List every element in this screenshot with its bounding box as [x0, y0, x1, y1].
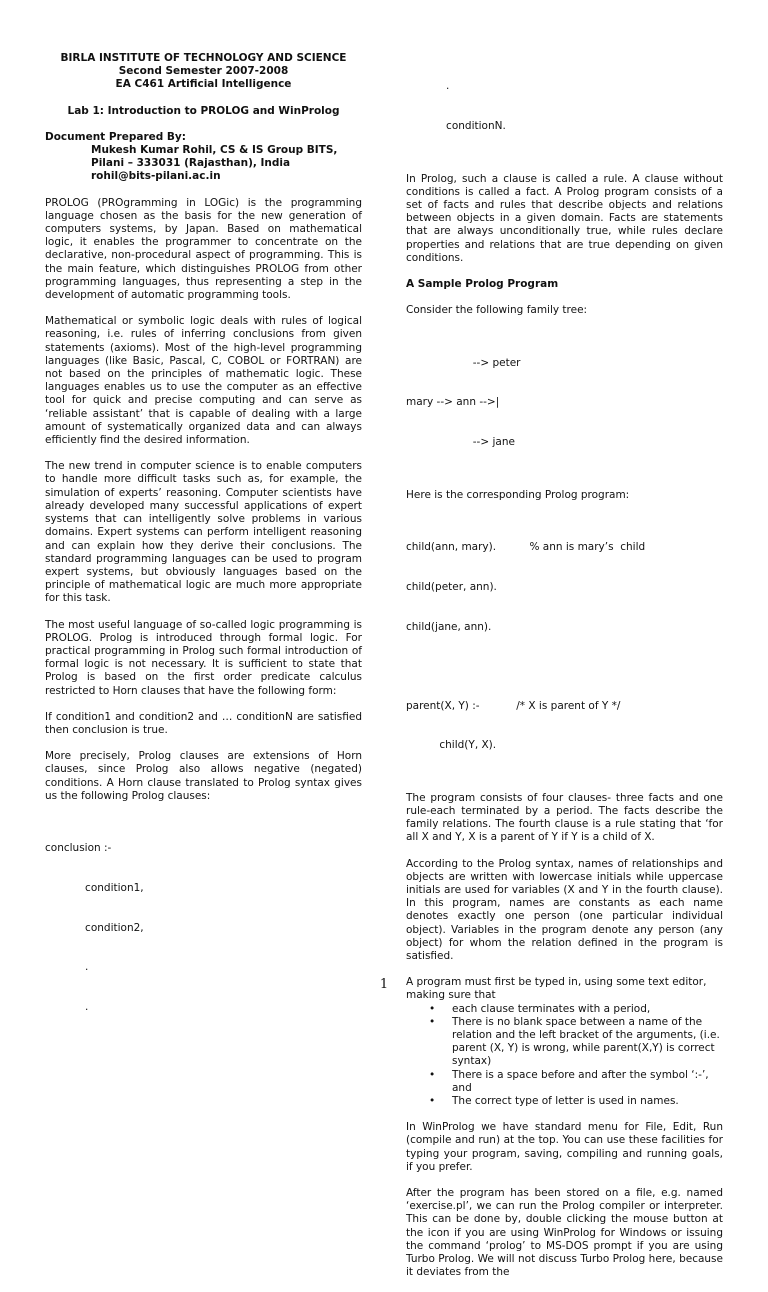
code-line: condition2, [45, 921, 144, 934]
code-line: . [45, 1000, 89, 1013]
list-item: • The correct type of letter is used in names. [429, 1095, 679, 1108]
bullet-icon: • [429, 1002, 436, 1015]
course-name: EA C461 Artificial Intelligence [115, 78, 292, 91]
prepared-by-block [45, 131, 362, 184]
semester: Second Semester 2007-2008 [118, 65, 289, 78]
code-line: . [406, 80, 450, 93]
code-line: parent(X, Y) :- /* X is parent of Y */ [406, 699, 621, 712]
paragraph-symbolic-logic: Mathematical or symbolic logic deals with rules of logical reasoning, i.e. rules of inferring conclusions from given statements (axioms). Most of the high-level programming languages (like Basic, Pascal, C, COBOL or FORTRAN) are not based on the principles of mathematic logic. These languages enables us to use the computer as an effective tool for quick and precise computing and can serve as ‘reliable assistant’ that is capable of dealing with a large amount of systematically organized data and can always efficiently find the desired information. [45, 315, 362, 447]
paragraph-program-intro: Here is the corresponding Prolog program: [406, 488, 630, 501]
code-block-child-facts [406, 515, 723, 660]
list-item: • each clause terminates with a period, [429, 1002, 651, 1015]
code-line: child(Y, X). [406, 739, 497, 752]
document-header [45, 52, 362, 92]
code-line: . [45, 961, 89, 974]
code-line: child(ann, mary). % ann is mary’s child [406, 541, 646, 554]
list-item: • There is a space before and after the symbol ‘:-’, and [429, 1068, 709, 1094]
code-line: child(peter, ann). [406, 580, 497, 593]
tree-line: --> peter [406, 356, 521, 369]
bullet-icon: • [429, 1015, 436, 1028]
author-address: Pilani – 333031 (Rajasthan), India [91, 157, 291, 170]
code-line: child(jane, ann). [406, 620, 492, 633]
tree-line: --> jane [406, 436, 515, 449]
paragraph-typing-program: A program must first be typed in, using some text editor, making sure that [406, 976, 707, 1002]
code-block-parent-rule [406, 673, 723, 779]
right-column [406, 54, 723, 1292]
section-heading-sample-program: A Sample Prolog Program [406, 278, 559, 291]
code-line: conditionN. [406, 120, 506, 133]
lab-title: Lab 1: Introduction to PROLOG and WinProlog [67, 104, 340, 117]
paragraph-horn-condition: If condition1 and condition2 and … conditionN are satisfied then conclusion is true. [45, 710, 362, 736]
code-line: conclusion :- [45, 842, 112, 855]
paragraph-prolog-intro: PROLOG (PROgramming in LOGic) is the programming language chosen as the basis for the new generation of computers systems, by Japan. Based on mathematical logic, it enables the programmer to concentrate on the declarative, non-procedural aspect of programming. This is the main feature, which distinguishes PROLOG from other programming languages, thus representing a step in the development of automatic programming tools. [45, 196, 362, 302]
paragraph-running-program: After the program has been stored on a file, e.g. named ‘exercise.pl’, we can run the Prolog compiler or interpreter. This can be done by, double clicking the mouse button at the icon if you are using WinProlog for Windows or issuing the command ‘prolog’ to MS-DOS prompt if you are using Turbo Prolog. We will not discuss Turbo Prolog here, because it deviates from the [406, 1187, 723, 1279]
list-item: • There is no blank space between a name of the relation and the left bracket of the arguments, (i.e. parent (X, Y) is wrong, while parent(X,Y) is correct syntax) [429, 1015, 720, 1068]
syntax-rules-list [406, 1003, 723, 1109]
institute-name: BIRLA INSTITUTE OF TECHNOLOGY AND SCIENCE [60, 52, 347, 64]
page-number: 1 [379, 977, 389, 992]
bullet-icon: • [429, 1095, 436, 1108]
bullet-icon: • [429, 1068, 436, 1081]
prepared-by-label: Document Prepared By: [45, 130, 186, 143]
paragraph-prolog-syntax: According to the Prolog syntax, names of relationships and objects are written with lowercase initials while uppercase initials are used for variables (X and Y in the fourth clause). In this program, names are constants as each name denotes exactly one person (one particular individual object). Variables in the program denote any person (any object) for whom the relation defined in the program is satisfied. [406, 857, 723, 962]
code-block-continued [406, 54, 723, 160]
paragraph-prolog-clauses: More precisely, Prolog clauses are extensions of Horn clauses, since Prolog also allows negative (negated) conditions. A Horn clause translated to Prolog syntax gives us the following Prolog clauses: [45, 750, 362, 802]
code-line: condition1, [45, 881, 144, 894]
tree-line: mary --> ann -->| [406, 396, 500, 409]
paragraph-family-tree-intro: Consider the following family tree: [406, 304, 588, 317]
author-email: rohil@bits-pilani.ac.in [91, 170, 221, 183]
paragraph-four-clauses: The program consists of four clauses- three facts and one rule-each terminated by a period. The facts describe the family relations. The fourth clause is a rule stating that ‘for all X and Y, X is a parent of Y if Y is a child of X. [406, 791, 723, 844]
author-line: Mukesh Kumar Rohil, CS & IS Group BITS, [91, 144, 338, 157]
paragraph-logic-programming: The most useful language of so-called logic programming is PROLOG. Prolog is introduced through formal logic. For practical programming in Prolog such formal introduction of formal logic is not necessary. It is sufficient to state that Prolog is based on the first order predicate calculus restricted to Horn clauses that have the following form: [45, 618, 362, 697]
left-column [45, 52, 362, 1053]
family-tree-diagram [406, 330, 723, 475]
paragraph-new-trend: The new trend in computer science is to enable computers to handle more difficult tasks such as, for example, the simulation of experts’ reasoning. Computer scientists have already developed many successful applications of expert systems that can intelligently solve problems in various domains. Expert systems can perform intelligent reasoning and can explain how they derive their conclusions. The standard programming languages can be used to program expert systems, but obviously languages based on the principle of mathematical logic are much more appropriate for this task. [45, 460, 362, 605]
code-block-conclusion [45, 816, 362, 1040]
paragraph-rule-definition: In Prolog, such a clause is called a rule. A clause without conditions is called a fact. A Prolog program consists of a set of facts and rules that describe objects and relations between objects in a given domain. Facts are statements that are always unconditionally true, while rules declare properties and relations that are true depending on given conditions. [406, 172, 723, 264]
paragraph-winprolog-menu: In WinProlog we have standard menu for File, Edit, Run (compile and run) at the top. You can use these facilities for typing your program, saving, compiling and running goals, if you prefer. [406, 1121, 723, 1173]
